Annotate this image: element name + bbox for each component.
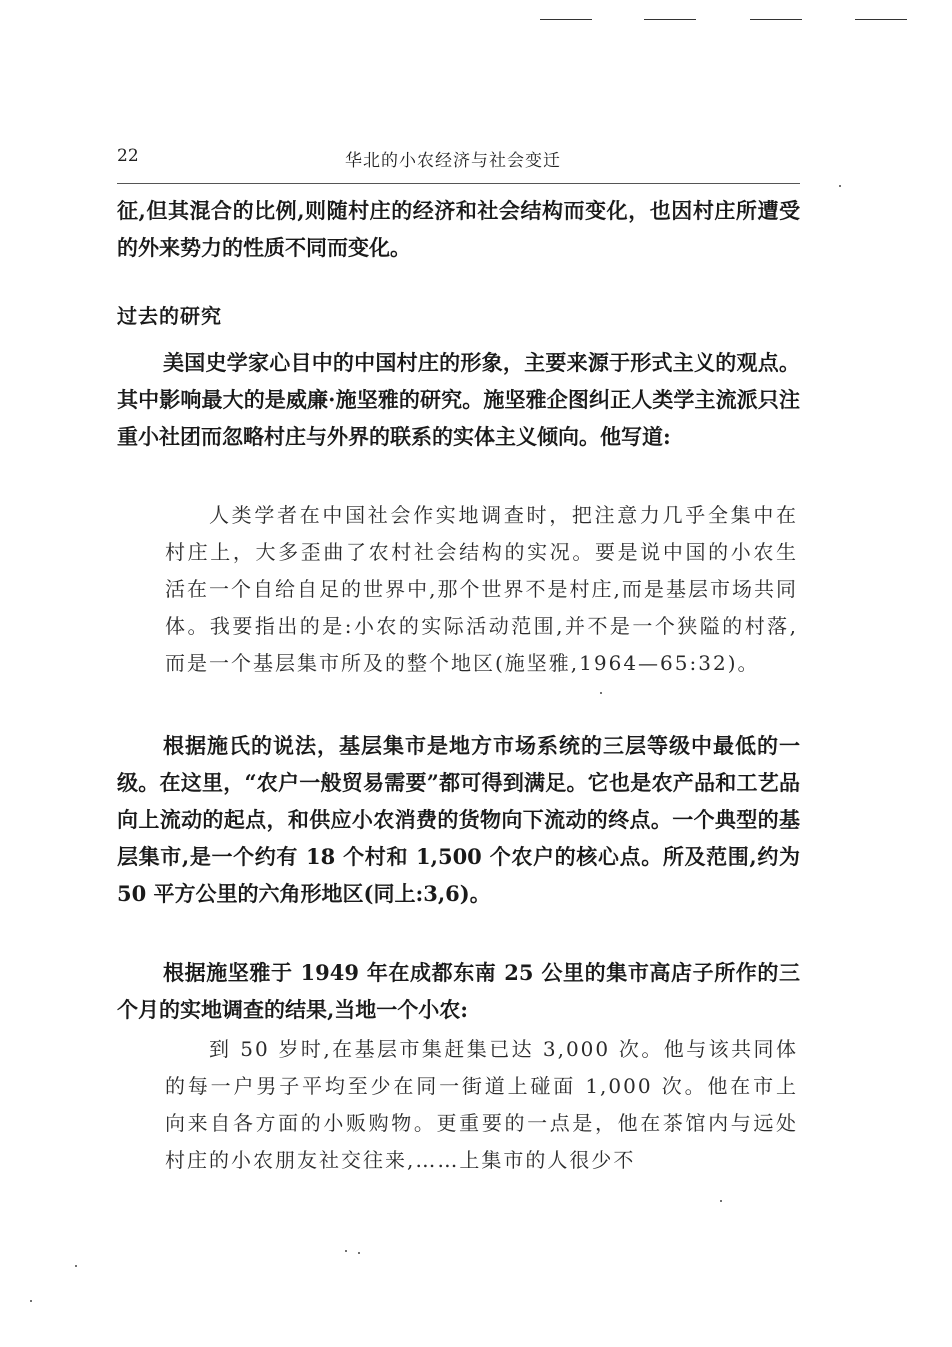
market-paragraph-block	[117, 727, 800, 912]
section-heading: 过去的研究	[117, 304, 222, 328]
block-quote-2-text: 到 50 岁时,在基层市集赶集已达 3,000 次。他与该共同体的每一户男子平均至少在同一街道上碰面 1,000 次。他在市上向来自各方面的小贩购物。更重要的一点是，他在茶馆内与远处村庄的小农朋友社交往来,……上集市的人很少不	[165, 1037, 798, 1172]
page-header	[117, 146, 797, 176]
block-quote-1	[165, 497, 798, 682]
block-quote-2	[165, 1031, 798, 1179]
market-paragraph: 根据施氏的说法，基层集市是地方市场系统的三层等级中最低的一级。在这里，“农户一般贸易需要”都可得到满足。它也是农产品和工艺品向上流动的起点，和供应小农消费的货物向下流动的终点。一个典型的基层集市,是一个约有 18 个村和 1,500 个农户的核心点。所及范围,约为 50 平方公里的六角形地区(同上:3,6)。	[117, 733, 800, 906]
continuation-paragraph-block	[117, 192, 800, 266]
skinner-intro-paragraph: 美国史学家心目中的中国村庄的形象，主要来源于形式主义的观点。其中影响最大的是威廉·施坚雅的研究。施坚雅企图纠正人类学主流派只注重小社团而忽略村庄与外界的联系的实体主义倾向。他写道:	[117, 350, 800, 449]
block-quote-1-text: 人类学者在中国社会作实地调查时，把注意力几乎全集中在村庄上，大多歪曲了农村社会结构的实况。要是说中国的小农生活在一个自给自足的世界中,那个世界不是村庄,而是基层市场共同体。我要指出的是:小农的实际活动范围,并不是一个狭隘的村落,而是一个基层集市所及的整个地区(施坚雅,1964—65:32)。	[165, 503, 798, 675]
running-title: 华北的小农经济与社会变迁	[345, 151, 561, 171]
page-number: 22	[117, 146, 139, 166]
survey-paragraph: 根据施坚雅于 1949 年在成都东南 25 公里的集市高店子所作的三个月的实地调查的结果,当地一个小农:	[117, 960, 800, 1022]
survey-paragraph-block	[117, 954, 800, 1028]
header-rule	[117, 183, 800, 184]
scan-artifact-lines	[0, 19, 952, 21]
continuation-paragraph: 征,但其混合的比例,则随村庄的经济和社会结构而变化，也因村庄所遭受的外来势力的性质不同而变化。	[117, 198, 800, 260]
skinner-intro-block	[117, 344, 800, 455]
